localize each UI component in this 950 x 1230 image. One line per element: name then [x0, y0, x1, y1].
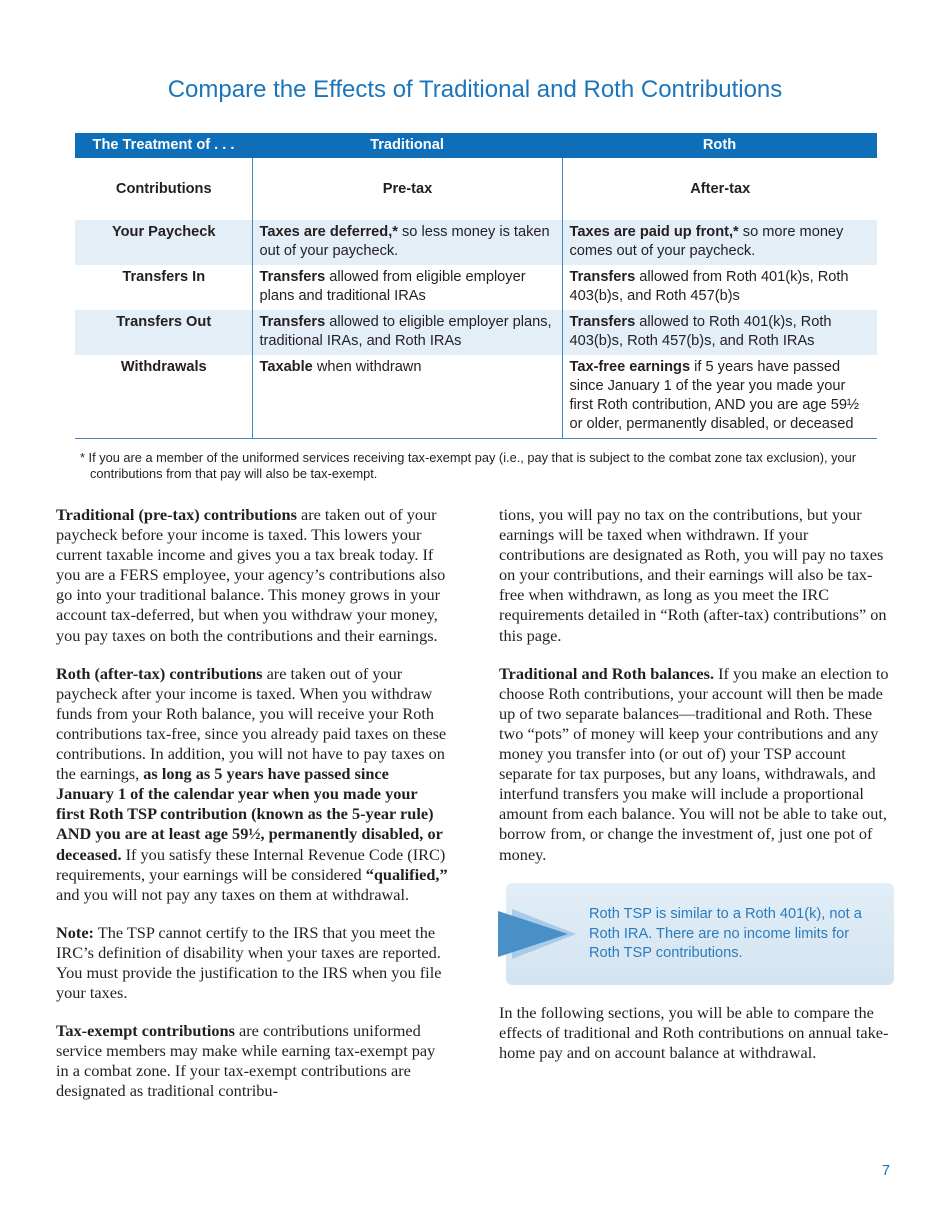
right-column: [499, 505, 891, 883]
row-label: Your Paycheck: [75, 220, 252, 265]
cell-traditional: Taxable when withdrawn: [252, 355, 562, 439]
row-transfers-in: [75, 265, 877, 310]
cell-roth: Tax-free earnings if 5 years have passed since January 1 of the year you made your first Roth contribution, AND you are age 59½ or older, permanently disabled, or deceased: [562, 355, 877, 439]
row-transfers-out: [75, 310, 877, 355]
paragraph-following-sections: In the following sections, you will be able to compare the effects of traditional and Roth contributions on annual take-home pay and on account balance at withdrawal.: [499, 1003, 889, 1063]
row-label: Transfers In: [122, 269, 206, 285]
left-column: [56, 505, 448, 1120]
paragraph-note: Note: The TSP cannot certify to the IRS that you meet the IRC’s definition of disability when your taxes are reported. You must provide the justification to the IRS when you file your taxes.: [56, 922, 442, 1003]
paragraph-traditional: Traditional (pre-tax) contributions are taken out of your paycheck before your income is taxed. This lowers your current taxable income and gives you a tax break today. If you are a FERS employee, your agency’s contributions also go into your traditional balance. This money grows in your account tax-deferred, but when you withdraw your money, you pay taxes on both the contributions and their earnings.: [56, 505, 446, 645]
row-withdrawals: [75, 355, 877, 439]
page-number: 7: [881, 1163, 890, 1179]
cell-traditional: Taxes are deferred,* so less money is taken out of your paycheck.: [252, 220, 562, 265]
paragraph-balances: Traditional and Roth balances. If you make an election to choose Roth contributions, your account will then be made up of two separate balances—traditional and Roth. These two “pots” of money will keep your contributions and any money you transfer into (or out of) your TSP account separate for tax purposes, but any loans, withdrawals, and interfund transfers you make will include a proportional amount from each balance. You will not be able to take out, borrow from, or change the investment of, just one pot of money.: [499, 663, 889, 864]
paragraph-tax-exempt-continued: tions, you will pay no tax on the contributions, but your earnings will be taxed when withdrawn. If your contributions are designated as Roth, you will pay no taxes on your contributions, and their earnings will also be tax-free when withdrawn, as long as you meet the IRC requirements detailed in “Roth (after-tax) contributions” on this page.: [499, 505, 887, 645]
comparison-table: [75, 133, 877, 439]
cell-traditional: Transfers allowed to eligible employer plans, traditional IRAs, and Roth IRAs: [252, 310, 562, 355]
cell-roth: Taxes are paid up front,* so more money comes out of your paycheck.: [562, 220, 877, 265]
cell-roth: After-tax: [562, 158, 877, 220]
row-label: Transfers Out: [75, 310, 252, 355]
header-treatment: The Treatment of . . .: [75, 133, 252, 158]
paragraph-tax-exempt: Tax-exempt contributions are contributions uniformed service members may make while earning tax-exempt pay in a combat zone. If your tax-exempt contributions are designated as traditional contribu-: [56, 1021, 436, 1101]
cell-traditional: Transfers allowed from eligible employer plans and traditional IRAs: [252, 265, 562, 310]
row-label: Contributions: [115, 180, 212, 197]
header-roth: Roth: [562, 133, 877, 158]
table-header-row: [75, 133, 877, 158]
table-footnote: * If you are a member of the uniformed services receiving tax-exempt pay (i.e., pay that is subject to the combat zone tax exclusion), your contributions from that pay will also be tax-exempt.: [80, 450, 856, 481]
paragraph-roth: Roth (after-tax) contributions are taken out of your paycheck after your income is taxed. When you withdraw funds from your Roth balance, you will receive your Roth contributions tax-free, since you already paid taxes on these contributions. In addition, you will not have to pay taxes on the earnings, as long as 5 years have passed since January 1 of the calendar year when you made your first Roth TSP contribution (known as the 5-year rule) AND you are at least age 59½, permanently disabled, or deceased. If you satisfy these Internal Revenue Code (IRC) requirements, your earnings will be considered “qualified,” and you will not pay any taxes on them at withdrawal.: [56, 663, 448, 904]
arrow-pointer-icon: [498, 907, 578, 961]
right-column-bottom: [499, 1003, 891, 1081]
row-label: Withdrawals: [120, 359, 207, 375]
callout-text: Roth TSP is similar to a Roth 401(k), not a Roth IRA. There are no income limits for Roth TSP contributions.: [589, 906, 862, 962]
header-traditional: Traditional: [252, 133, 562, 158]
cell-roth: Transfers allowed from Roth 401(k)s, Roth 403(b)s, and Roth 457(b)s: [562, 265, 877, 310]
row-paycheck: [75, 220, 877, 265]
page-title: Compare the Effects of Traditional and Roth Contributions: [167, 76, 783, 103]
cell-roth: Transfers allowed to Roth 401(k)s, Roth 403(b)s, Roth 457(b)s, and Roth IRAs: [562, 310, 877, 355]
cell-traditional: Pre-tax: [252, 158, 562, 220]
row-contributions: [75, 158, 877, 220]
